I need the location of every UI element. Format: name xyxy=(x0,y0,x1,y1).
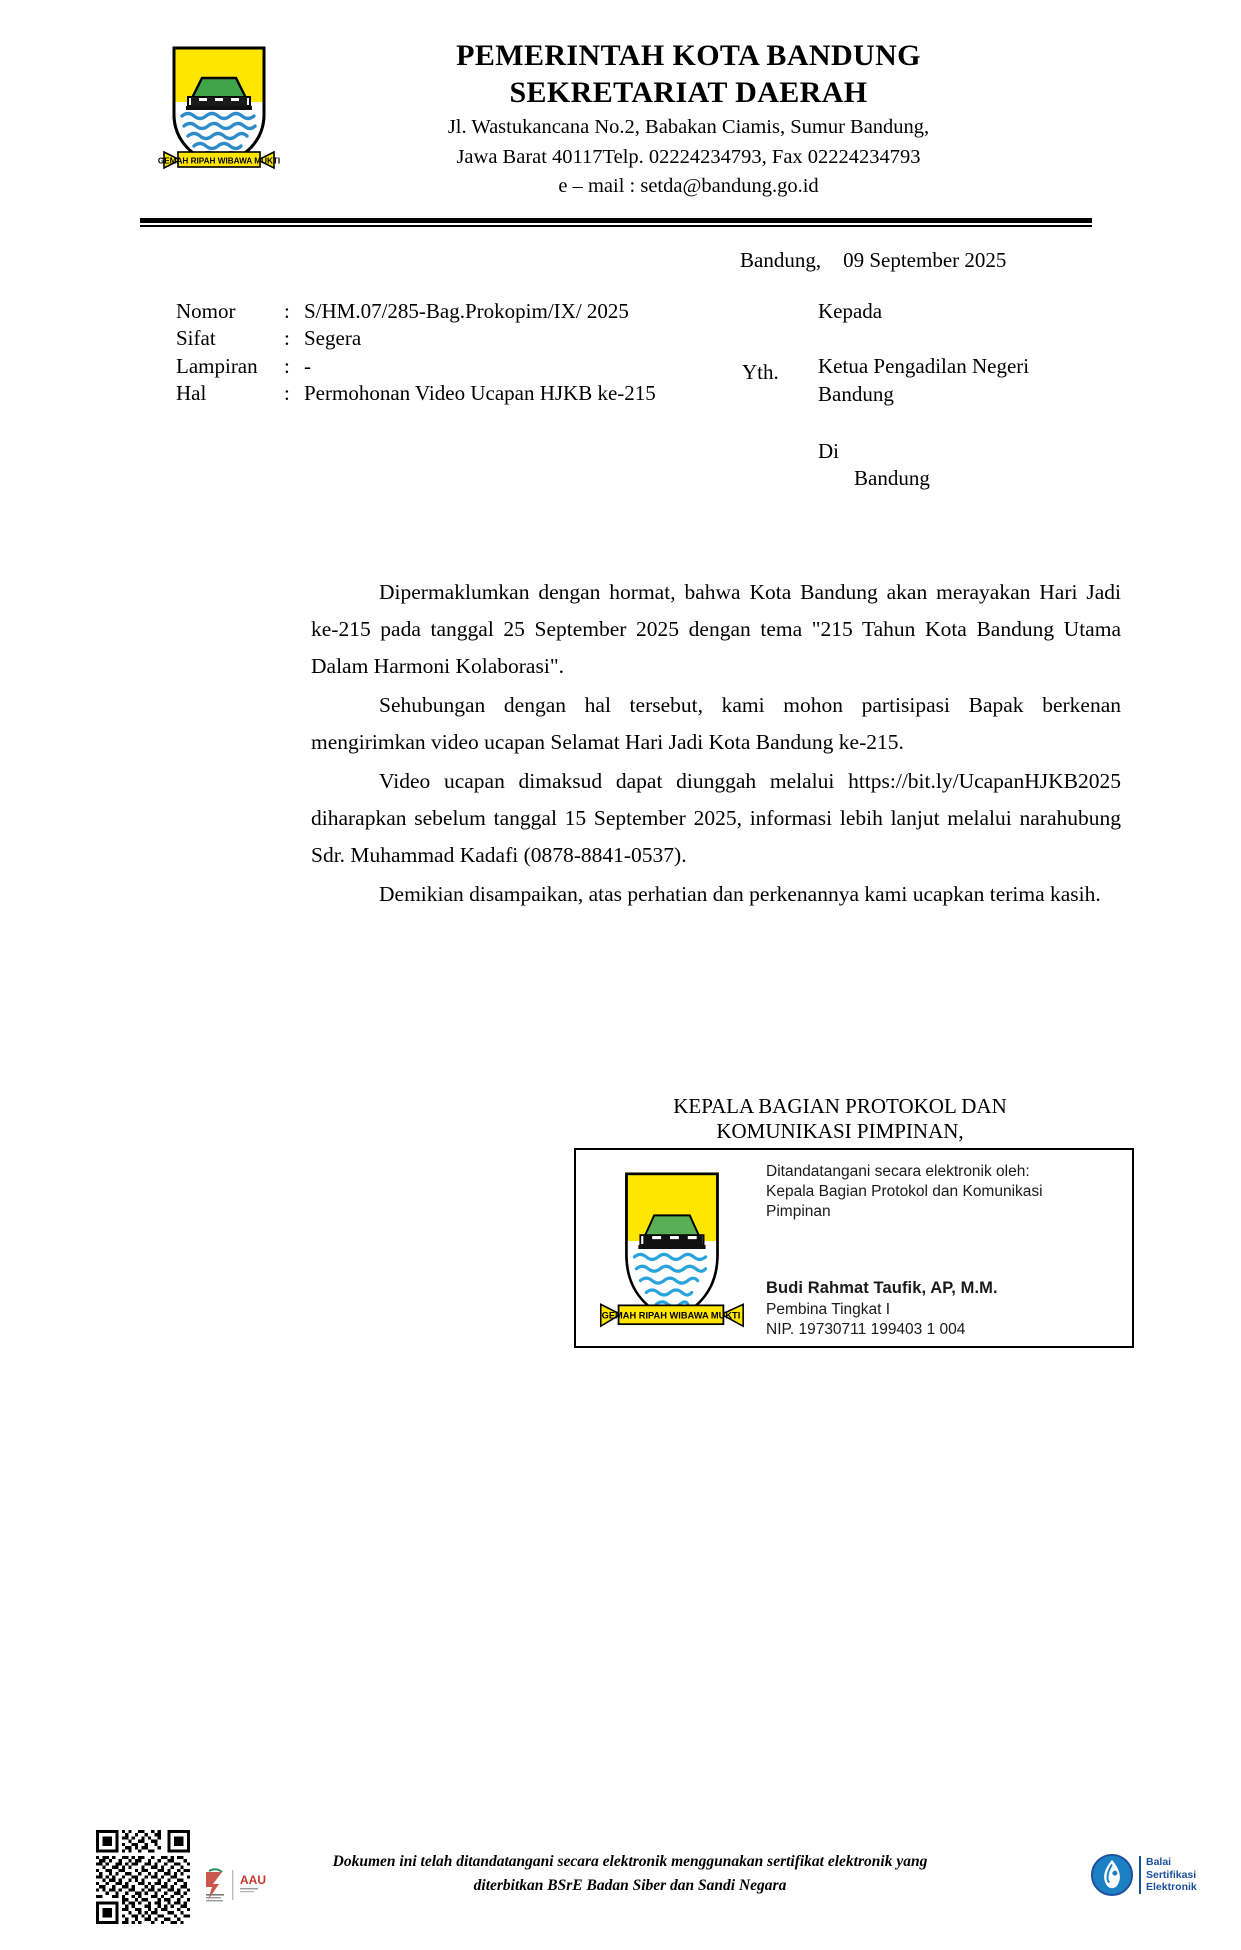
divider-thin-rule xyxy=(140,225,1092,227)
reference-label-lampiran: Lampiran xyxy=(176,353,258,378)
signature-title xyxy=(560,1094,1120,1144)
bsre-badge xyxy=(1090,1848,1210,1902)
footer-note-line1: Dokumen ini telah ditandatangani secara elektronik menggunakan sertifikat elektronik yang xyxy=(332,1853,928,1870)
recipient-block xyxy=(818,298,1118,492)
reference-row-sifat xyxy=(176,325,716,352)
bsre-line3: Elektronik xyxy=(1146,1881,1197,1894)
stamp-line1: Ditandatangani secara elektronik oleh: xyxy=(766,1163,1030,1180)
bsre-line1: Balai xyxy=(1146,1856,1172,1869)
recipient-name-line1: Ketua Pengadilan Negeri xyxy=(818,354,1030,379)
stamp-coat-of-arms-icon xyxy=(576,1150,762,1346)
bandung-city-coat-of-arms-icon xyxy=(158,40,280,170)
recipient-name-line2: Bandung xyxy=(818,381,894,406)
date-city: Bandung, xyxy=(740,248,822,272)
signatory-nip: NIP. 19730711 199403 1 004 xyxy=(766,1320,966,1338)
letterhead-email: e – mail : setda@bandung.go.id xyxy=(558,175,819,198)
letterhead-line2: SEKRETARIAT DAERAH xyxy=(509,75,868,109)
reference-row-hal xyxy=(176,380,716,407)
footer-secondary-logos xyxy=(200,1864,272,1906)
svg-text:AAU: AAU xyxy=(240,1873,266,1887)
svg-text:GEMAH RIPAH WIBAWA MUKTI: GEMAH RIPAH WIBAWA MUKTI xyxy=(601,1310,741,1321)
date-value: 09 September 2025 xyxy=(843,248,1007,272)
reference-value-hal: Permohonan Video Ucapan HJKB ke-215 xyxy=(304,380,656,405)
stamp-info xyxy=(762,1150,1132,1346)
reference-colon-lampiran: : xyxy=(284,353,290,378)
reference-row-lampiran xyxy=(176,353,716,380)
electronic-signature-stamp xyxy=(574,1148,1134,1348)
electronic-signature-notice xyxy=(280,1850,980,1898)
svg-text:GEMAH RIPAH WIBAWA MUKTI: GEMAH RIPAH WIBAWA MUKTI xyxy=(157,156,280,166)
stamp-line2: Kepala Bagian Protokol dan Komunikasi xyxy=(766,1183,1043,1201)
reference-value-nomor: S/HM.07/285-Bag.Prokopim/IX/ 2025 xyxy=(304,299,629,323)
body-paragraph-3: Video ucapan dimaksud dapat diunggah melalui https://bit.ly/UcapanHJKB2025 diharapkan sebelum tanggal 15 September 2025, informasi lebih lanjut melalui narahubung Sdr. Muhammad Kadafi (0878-8841-0537). xyxy=(311,768,1121,867)
reference-colon-nomor: : xyxy=(284,299,290,323)
recipient-di: Di xyxy=(818,438,839,463)
reference-row-nomor xyxy=(176,298,716,325)
letterhead-text xyxy=(294,38,1084,200)
signatory-rank: Pembina Tingkat I xyxy=(766,1300,891,1318)
letterhead-line1: PEMERINTAH KOTA BANDUNG xyxy=(456,39,921,72)
letter-date xyxy=(740,248,1006,273)
letterhead-address-line2: Jawa Barat 40117Telp. 02224234793, Fax 02224234793 xyxy=(456,145,921,168)
reference-label-nomor: Nomor xyxy=(176,299,236,323)
signature-title-line2: KOMUNIKASI PIMPINAN, xyxy=(716,1119,964,1144)
reference-label-hal: Hal xyxy=(176,380,207,405)
bsre-label xyxy=(1139,1856,1197,1893)
reference-colon-sifat: : xyxy=(284,326,290,351)
footer-note-line2: diterbitkan BSrE Badan Siber dan Sandi Negara xyxy=(473,1877,787,1895)
body-paragraph-1: Dipermaklumkan dengan hormat, bahwa Kota Bandung akan merayakan Hari Jadi ke-215 pada tanggal 25 September 2025 dengan tema "215 Tahun Kota Bandung Utama Dalam Harmoni Kolaborasi". xyxy=(311,580,1121,678)
bsre-line2: Sertifikasi xyxy=(1146,1868,1197,1881)
reference-value-lampiran: - xyxy=(304,353,311,378)
stamp-info-bottom xyxy=(766,1278,1126,1340)
recipient-kepada: Kepada xyxy=(818,299,883,323)
letterhead xyxy=(0,38,1241,200)
reference-block xyxy=(176,298,716,407)
stamp-info-top xyxy=(766,1162,1126,1222)
body-paragraph-4: Demikian disampaikan, atas perhatian dan perkenannya kami ucapkan terima kasih. xyxy=(379,881,1101,906)
letter-body xyxy=(311,574,1121,915)
stamp-line3: Pimpinan xyxy=(766,1203,831,1221)
letterhead-divider xyxy=(140,218,1092,227)
recipient-yth-label: Yth. xyxy=(742,360,779,384)
anniversary-logo xyxy=(206,1869,224,1901)
letterhead-address-line1: Jl. Wastukancana No.2, Babakan Ciamis, Sumur Bandung, xyxy=(447,116,930,139)
signature-title-line1: KEPALA BAGIAN PROTOKOL DAN xyxy=(673,1094,1007,1118)
bsre-logo-icon xyxy=(1090,1853,1134,1897)
reference-label-sifat: Sifat xyxy=(176,326,216,351)
reference-colon-hal: : xyxy=(284,380,290,405)
document-footer xyxy=(0,1822,1241,1932)
qr-code-icon xyxy=(96,1830,190,1924)
aau-logo xyxy=(232,1870,266,1900)
signatory-name: Budi Rahmat Taufik, AP, M.M. xyxy=(766,1279,998,1298)
body-paragraph-2: Sehubungan dengan hal tersebut, kami mohon partisipasi Bapak berkenan mengirimkan video ucapan Selamat Hari Jadi Kota Bandung ke-215. xyxy=(311,692,1121,754)
reference-value-sifat: Segera xyxy=(304,326,362,351)
recipient-di-city: Bandung xyxy=(854,466,930,491)
